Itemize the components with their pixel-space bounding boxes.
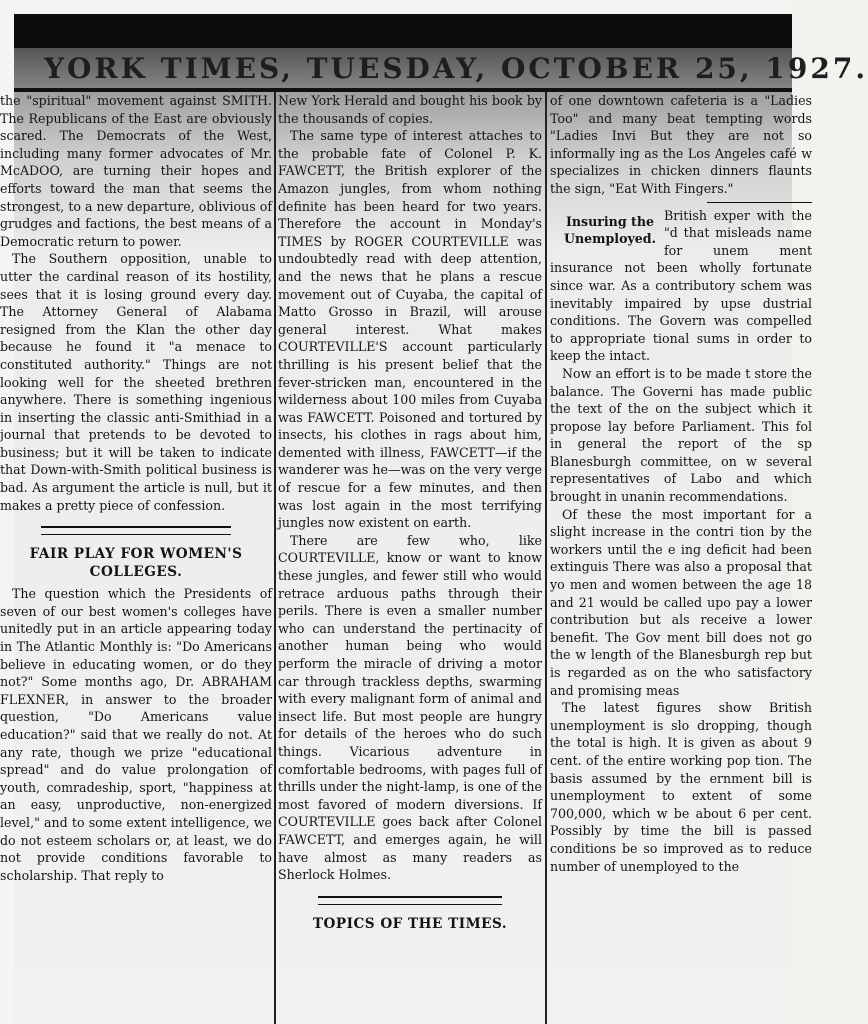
section-separator xyxy=(318,896,503,905)
short-rule xyxy=(707,202,812,203)
column-rule-1 xyxy=(274,92,276,1024)
column-left xyxy=(0,92,272,1024)
article-paragraph: The Southern opposition, unable to utter the cardinal reason of its hostility, sees that it is losing ground every day. The Attorney General of Alabama resigned from the Klan the other day because he found it "a menace to constituted authority." Things are not looking well for the sheeted brethren anywhere. There is something ingenious in inserting the classic anti-Smithiad in a journal that pretends to be devoted to business; but it will be taken to indicate that Down-with-Smith political business is bad. As argument the article is null, but it makes a pretty piece of confession. xyxy=(0,251,272,513)
section-separator xyxy=(41,526,231,535)
column-rule-2 xyxy=(545,92,547,1024)
article-paragraph: British exper with the "d that misleads name for unem ment insurance not been wholly fortunate since war. As a contributory schem was inevitably impaired by upse dustrial conditions. The Govern was compelled to appropriate tional sums in order to keep the intact. xyxy=(550,207,812,364)
article-paragraph: Of these the most important for a slight increase in the contri tion by the workers until the e ing deficit had been extinguis There was also a proposal that yo men and women between the age 18 and 21 would be called upo pay a lower contribution but als receive a lower benefit. The Gov ment bill does not go the w length of the Blanesburgh rep but is regarded as on the who satisfactory and promising meas xyxy=(550,506,812,698)
headline-topics-of-the-times: TOPICS OF THE TIMES. xyxy=(312,915,508,932)
column-right xyxy=(550,92,812,1024)
article-paragraph: of one downtown cafeteria is a "Ladies Too" and many beat tempting words "Ladies Invi But they are not so informally ing as the Los Angeles café w specializes in chicken dinners flaunts the sign, "Eat With Fingers." xyxy=(550,93,812,196)
article-paragraph: New York Herald and bought his book by the thousands of copies. xyxy=(278,93,542,126)
article-paragraph: The question which the Presidents of seven of our best women's colleges have unitedly put in an article appearing today in The Atlantic Monthly is: "Do Americans believe in educating women, or do they not?" Some months ago, Dr. ABRAHAM FLEXNER, in answer to the broader question, "Do Americans value education?" said that we really do not. At any rate, though we prize "educational spread" and do value prolongation of youth, comradeship, sport, "happiness at an easy, unproductive, non-energized level," and to some extent intelligence, we do not esteem scholars or, at least, we do not provide conditions favorable to scholarship. That reply to xyxy=(0,586,272,883)
article-paragraph: the "spiritual" movement against SMITH. The Republicans of the East are obviously scared. The Democrats of the West, including many former advocates of Mr. McADOO, are turning their hopes and efforts toward the man that seems the strongest, to a new departure, oblivious of grudges and factions, the best means of a Democratic return to power. xyxy=(0,93,272,249)
article-paragraph: Now an effort is to be made t store the balance. The Governi has made public the text of the on the subject which it propose lay before Parliament. This fol in general the report of the sp Blanesburgh committee, on w several representatives of Labo and which brought in unanin recommendations. xyxy=(550,365,812,505)
headline-fair-play: FAIR PLAY FOR WOMEN'S COLLEGES. xyxy=(29,546,243,581)
masthead-dateline: YORK TIMES, TUESDAY, OCTOBER 25, 1927. xyxy=(14,48,792,90)
column-middle xyxy=(278,92,542,1024)
article-paragraph: The latest figures show British unemployment is slo dropping, though the total is high. It is given as about 9 cent. of the entire working pop tion. The basis assumed by the ernment bill is unemployment to extent of some 700,000, which w be about 6 per cent. Possibly by time the bill is passed conditions be so improved as to reduce number of unemployed to the xyxy=(550,700,812,874)
article-paragraph: There are few who, like COURTEVILLE, know or want to know these jungles, and fewer still who would retrace arduous paths through their perils. There is even a smaller number who can understand the pertinacity of another human being who would perform the miracle of driving a motor car through trackless depths, swarming with every malignant form of animal and insect life. But most people are hungry for details of the heroes who do such things. Vicarious adventure in comfortable bedrooms, with pages full of thrills under the night-lamp, is one of the most favored of modern diversions. If COURTEVILLE goes back after Colonel FAWCETT, and emerges again, he will have almost as many readers as Sherlock Holmes. xyxy=(278,532,542,883)
article-paragraph: The same type of interest attaches to the probable fate of Colonel P. K. FAWCETT, the British explorer of the Amazon jungles, from whom nothing definite has been heard for two years. Therefore the account in Monday's TIMES by ROGER COURTEVILLE was undoubtedly read with deep attention, and the news that he plans a rescue movement out of Cuyaba, the capital of Matto Grosso in Brazil, will arouse general interest. What makes COURTEVILLE'S account particularly thrilling is his present belief that the fever-stricken man, encountered in the wilderness about 100 miles from Cuyaba was FAWCETT. Poisoned and tortured by insects, his clothes in rags about him, demented with illness, FAWCETT—if the wanderer was he—was on the very verge of rescue for a few minutes, and then was lost again in the most terrifying jungles now existent on earth. xyxy=(278,128,542,531)
top-dark-band xyxy=(14,14,792,48)
sidehead-insuring-unemployed: Insuring the Unemployed. xyxy=(564,213,656,247)
